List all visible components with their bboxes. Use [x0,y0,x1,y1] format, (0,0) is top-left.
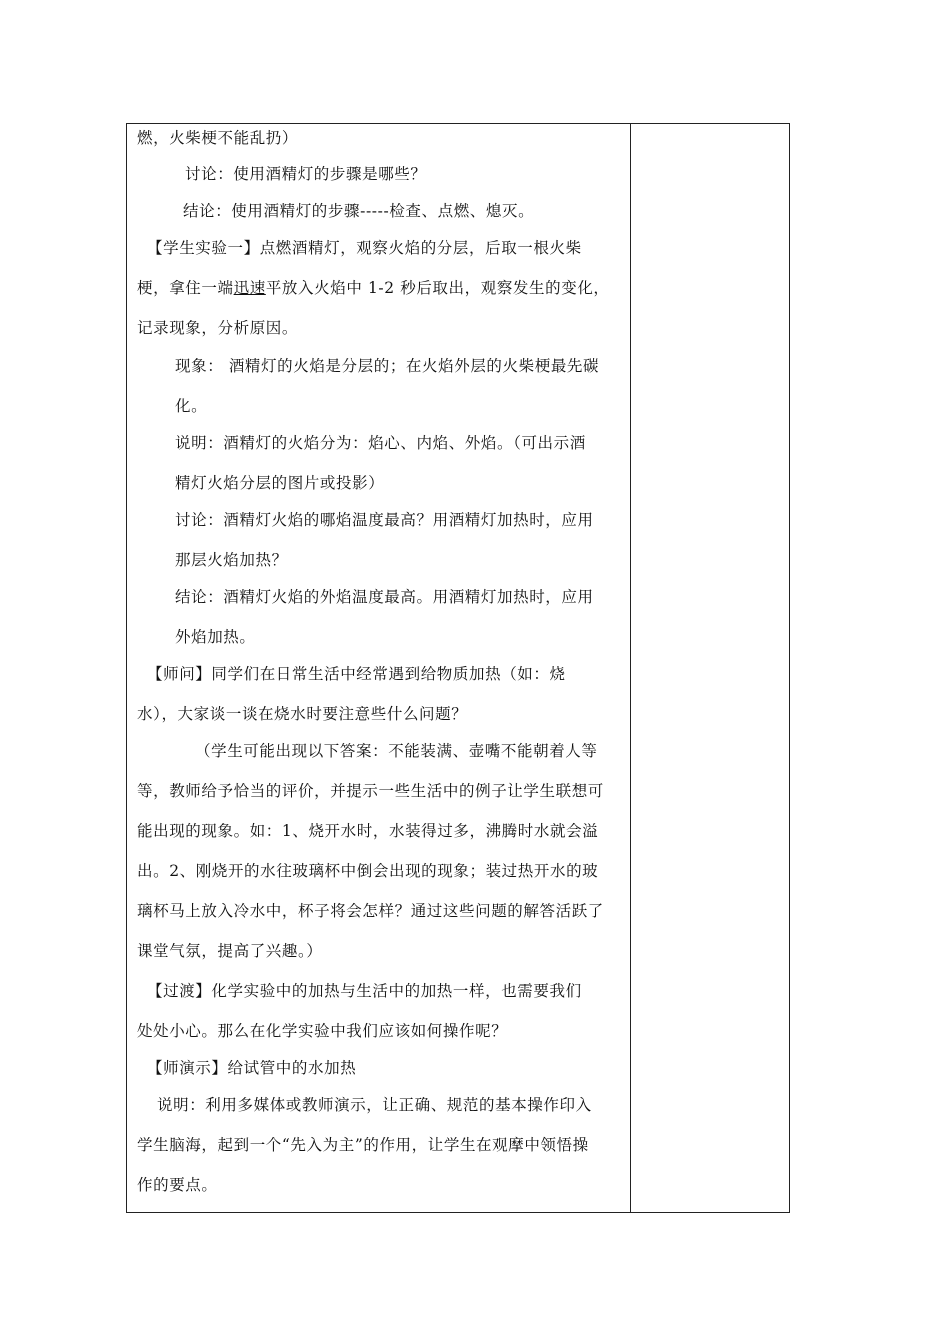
document-table [126,123,790,1213]
text-line: 作的要点。 [137,1176,218,1194]
text-line: 梗，拿住一端迅速平放入火焰中 1-2 秒后取出，观察发生的变化， [137,279,610,297]
text-line: 化。 [175,397,208,415]
text-line: （学生可能出现以下答案：不能装满、壶嘴不能朝着人等 [195,742,598,760]
column-divider [630,124,631,1212]
text-line: 说明：酒精灯的火焰分为：焰心、内焰、外焰。（可出示酒 [175,434,586,452]
text-line: 璃杯马上放入冷水中，杯子将会怎样？通过这些问题的解答活跃了 [137,902,604,920]
text-line: 燃，火柴梗不能乱扔） [137,129,299,147]
text-line: 说明：利用多媒体或教师演示，让正确、规范的基本操作印入 [157,1096,592,1114]
text-line: 【学生实验一】点燃酒精灯，观察火焰的分层，后取一根火柴 [147,239,582,257]
text-line: 课堂气氛，提高了兴趣。） [137,942,323,960]
text-line: 等，教师给予恰当的评价，并提示一些生活中的例子让学生联想可 [137,782,604,800]
text-line: 学生脑海，起到一个“先入为主”的作用，让学生在观摩中领悟操 [137,1136,589,1154]
text-line: 【师问】同学们在日常生活中经常遇到给物质加热（如：烧 [147,665,566,683]
text-line: 【师演示】给试管中的水加热 [147,1059,357,1077]
text-line: 讨论：酒精灯火焰的哪焰温度最高？用酒精灯加热时，应用 [175,511,594,529]
text-line: 外焰加热。 [175,628,256,646]
text-line: 结论：酒精灯火焰的外焰温度最高。用酒精灯加热时，应用 [175,588,594,606]
text-line: 现象： 酒精灯的火焰是分层的；在火焰外层的火柴梗最先碳 [175,357,600,375]
text-line: 结论：使用酒精灯的步骤-----检查、点燃、熄灭。 [183,202,535,220]
text-line: 精灯火焰分层的图片或投影） [175,474,385,492]
text-line: 能出现的现象。如：1、烧开水时，水装得过多，沸腾时水就会溢 [137,822,599,840]
text-line: 处处小心。那么在化学实验中我们应该如何操作呢？ [137,1022,508,1040]
text-line: 记录现象，分析原因。 [137,319,299,337]
text-line: 讨论：使用酒精灯的步骤是哪些？ [185,165,427,183]
text-line: 水），大家谈一谈在烧水时要注意些什么问题？ [137,705,468,723]
text-line: 【过渡】化学实验中的加热与生活中的加热一样，也需要我们 [147,982,582,1000]
underlined-word: 迅速 [233,279,266,297]
text-line: 出。2、刚烧开的水往玻璃杯中倒会出现的现象；装过热开水的玻 [137,862,599,880]
text-line: 那层火焰加热？ [175,551,288,569]
